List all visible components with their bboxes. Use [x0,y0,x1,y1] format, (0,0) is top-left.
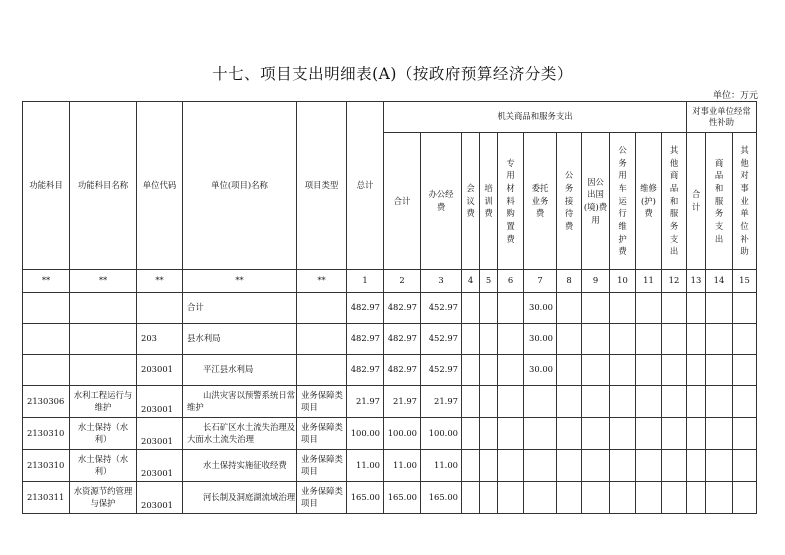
func-name-cell: 水土保持（水利） [70,418,137,450]
office-fee-cell: 165.00 [421,482,462,514]
header-training-fee: 培训费 [480,133,498,270]
project-type-cell [297,293,347,324]
unit-name-cell: 水土保持实施征收经费 [183,450,297,482]
project-type-cell: 业务保障类项目 [297,418,347,450]
total-cell: 165.00 [347,482,384,514]
func-code-cell: 2130310 [23,418,70,450]
index-cell: 7 [524,270,557,293]
unit-code-cell: 203 [137,324,183,355]
header-other-goods: 其他商品和服务支出 [662,133,687,270]
func-code-cell [23,355,70,386]
header-group-goods-services: 机关商品和服务支出 [384,102,687,133]
unit-code-cell: 203001 [137,355,183,386]
func-name-cell [70,293,137,324]
table-row [23,418,757,450]
commission-fee-cell: 30.00 [524,324,557,355]
project-expenditure-table [22,101,757,514]
table-row [23,355,757,386]
unit-name-cell: 河长制及洞庭湖流域治理 [183,482,297,514]
table-row [23,324,757,355]
page-title: 十七、项目支出明细表(A)（按政府预算经济分类） [212,65,573,83]
unit-name-cell: 县水利局 [183,324,297,355]
header-meeting-fee: 会议费 [462,133,480,270]
index-cell: ** [297,270,347,293]
func-code-cell: 2130311 [23,482,70,514]
office-fee-cell: 21.97 [421,386,462,418]
index-cell: 11 [636,270,662,293]
func-name-cell: 水资源节约管理与保护 [70,482,137,514]
header-repair-fee: 维修(护)费 [636,133,662,270]
header-reception-fee: 公务接待费 [557,133,582,270]
func-name-cell [70,355,137,386]
unit-name-cell: 山洪灾害以预警系统日常维护 [183,386,297,418]
project-type-cell: 业务保障类项目 [297,450,347,482]
table-row [23,450,757,482]
index-cell: ** [23,270,70,293]
header-goods-sum: 合计 [384,133,421,270]
index-cell: ** [137,270,183,293]
goods-sum-cell: 482.97 [384,324,421,355]
index-cell: 3 [421,270,462,293]
func-name-cell: 水土保持（水利） [70,450,137,482]
header-func-code: 功能科目 [23,102,70,270]
index-cell: 5 [480,270,498,293]
header-vehicle-fee: 公务用车运行维护费 [610,133,636,270]
func-code-cell: 2130310 [23,450,70,482]
index-cell: 15 [733,270,757,293]
header-unit-name: 单位(项目)名称 [183,102,297,270]
total-cell: 482.97 [347,324,384,355]
index-cell: 8 [557,270,582,293]
header-project-type: 项目类型 [297,102,347,270]
index-cell: 6 [498,270,524,293]
unit-code-cell: 203001 [137,386,183,418]
header-commission-fee: 委托业务费 [524,133,557,270]
office-fee-cell: 452.97 [421,324,462,355]
project-type-cell [297,355,347,386]
total-cell: 11.00 [347,450,384,482]
unit-label: 单位：万元 [712,91,758,101]
unit-code-cell: 203001 [137,418,183,450]
func-code-cell [23,293,70,324]
project-type-cell: 业务保障类项目 [297,386,347,418]
total-cell: 100.00 [347,418,384,450]
project-type-cell [297,324,347,355]
index-cell: ** [70,270,137,293]
goods-sum-cell: 482.97 [384,293,421,324]
table-row [23,293,757,324]
header-office-fee: 办公经费 [421,133,462,270]
total-cell: 482.97 [347,355,384,386]
office-fee-cell: 452.97 [421,355,462,386]
func-code-cell [23,324,70,355]
unit-code-cell: 203001 [137,450,183,482]
unit-name-cell: 合计 [183,293,297,324]
header-total: 总计 [347,102,384,270]
table-row [23,386,757,418]
index-cell: 12 [662,270,687,293]
unit-name-cell: 平江县水利局 [183,355,297,386]
goods-sum-cell: 21.97 [384,386,421,418]
unit-code-cell: 203001 [137,482,183,514]
header-materials-fee: 专用材料购置费 [498,133,524,270]
commission-fee-cell [524,450,557,482]
index-row [23,270,757,293]
unit-code-cell [137,293,183,324]
goods-sum-cell: 11.00 [384,450,421,482]
func-code-cell: 2130306 [23,386,70,418]
header-subsidy-other: 其他对事业单位补助 [733,133,757,270]
index-cell: 2 [384,270,421,293]
index-cell: 14 [706,270,733,293]
header-group-subsidy: 对事业单位经常性补助 [687,102,757,133]
header-func-name: 功能科目名称 [70,102,137,270]
index-cell: 10 [610,270,636,293]
func-name-cell: 水利工程运行与维护 [70,386,137,418]
header-abroad-fee: 因公出国(境)费用 [582,133,610,270]
index-cell: 1 [347,270,384,293]
commission-fee-cell [524,482,557,514]
office-fee-cell: 11.00 [421,450,462,482]
office-fee-cell: 452.97 [421,293,462,324]
commission-fee-cell [524,418,557,450]
commission-fee-cell [524,386,557,418]
func-name-cell [70,324,137,355]
index-cell: 9 [582,270,610,293]
goods-sum-cell: 165.00 [384,482,421,514]
total-cell: 21.97 [347,386,384,418]
office-fee-cell: 100.00 [421,418,462,450]
index-cell: 4 [462,270,480,293]
index-cell: 13 [687,270,706,293]
table-row [23,482,757,514]
header-subsidy-sum: 合计 [687,133,706,270]
commission-fee-cell: 30.00 [524,293,557,324]
project-type-cell: 业务保障类项目 [297,482,347,514]
unit-name-cell: 长石矿区水土流失治理及大面水土流失治理 [183,418,297,450]
index-cell: ** [183,270,297,293]
header-unit-code: 单位代码 [137,102,183,270]
goods-sum-cell: 100.00 [384,418,421,450]
total-cell: 482.97 [347,293,384,324]
commission-fee-cell: 30.00 [524,355,557,386]
header-subsidy-goods: 商品和服务支出 [706,133,733,270]
goods-sum-cell: 482.97 [384,355,421,386]
